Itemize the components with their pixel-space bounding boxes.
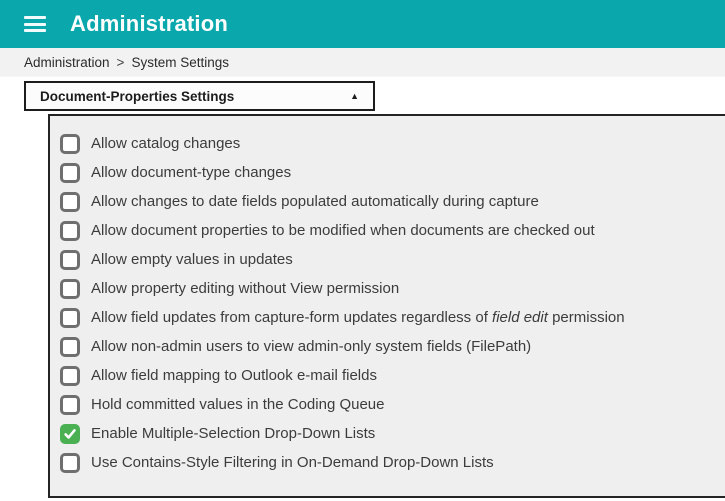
setting-label: Allow non-admin users to view admin-only system fields (FilePath) bbox=[91, 338, 532, 355]
setting-checkbox[interactable] bbox=[60, 279, 80, 299]
setting-row bbox=[50, 158, 725, 187]
setting-label: Allow document properties to be modified when documents are checked out bbox=[91, 222, 595, 239]
breadcrumb-item-administration[interactable]: Administration bbox=[24, 54, 110, 70]
setting-row bbox=[50, 187, 725, 216]
section-toggle-label: Document-Properties Settings bbox=[40, 88, 235, 104]
document-properties-settings-panel settings-list bbox=[48, 114, 725, 498]
breadcrumb-separator: > bbox=[116, 54, 125, 70]
setting-label: Allow property editing without View permission bbox=[91, 280, 400, 297]
menu-bar bbox=[24, 23, 46, 26]
setting-label: Hold committed values in the Coding Queue bbox=[91, 396, 385, 413]
setting-label: Allow empty values in updates bbox=[91, 251, 293, 268]
setting-checkbox[interactable] bbox=[60, 250, 80, 270]
setting-label: Allow catalog changes bbox=[91, 135, 241, 152]
setting-checkbox[interactable] bbox=[60, 308, 80, 328]
setting-row bbox=[50, 361, 725, 390]
setting-row bbox=[50, 390, 725, 419]
setting-label: Allow changes to date fields populated automatically during capture bbox=[91, 193, 539, 210]
page-title: Administration bbox=[70, 11, 229, 36]
setting-checkbox[interactable] bbox=[60, 134, 80, 154]
menu-icon[interactable] bbox=[24, 16, 46, 32]
main-content bbox=[0, 77, 725, 498]
breadcrumb bbox=[0, 48, 725, 77]
setting-checkbox[interactable] bbox=[60, 366, 80, 386]
setting-row bbox=[50, 245, 725, 274]
setting-label: Enable Multiple-Selection Drop-Down Lists bbox=[91, 425, 376, 442]
menu-bar bbox=[24, 16, 46, 19]
setting-row bbox=[50, 332, 725, 361]
setting-row bbox=[50, 419, 725, 448]
setting-row bbox=[50, 448, 725, 477]
caret-up-icon: ▲ bbox=[350, 90, 359, 101]
app-header bbox=[0, 0, 725, 48]
setting-checkbox[interactable] bbox=[60, 453, 80, 473]
setting-row bbox=[50, 274, 725, 303]
breadcrumb-item-system-settings: System Settings bbox=[131, 54, 229, 70]
check-icon bbox=[63, 427, 77, 441]
setting-label: Use Contains-Style Filtering in On-Demand Drop-Down Lists bbox=[91, 454, 494, 471]
setting-row bbox=[50, 303, 725, 332]
setting-checkbox[interactable] bbox=[60, 221, 80, 241]
setting-row bbox=[50, 129, 725, 158]
document-properties-settings-toggle[interactable] bbox=[24, 81, 375, 111]
setting-row bbox=[50, 216, 725, 245]
setting-label: Allow field mapping to Outlook e-mail fields bbox=[91, 367, 377, 384]
setting-checkbox[interactable] bbox=[60, 192, 80, 212]
setting-checkbox[interactable] bbox=[60, 337, 80, 357]
setting-label: Allow document-type changes bbox=[91, 164, 292, 181]
setting-label: Allow field updates from capture-form updates regardless of field edit permission bbox=[91, 309, 625, 326]
setting-checkbox[interactable] bbox=[60, 395, 80, 415]
setting-checkbox[interactable] bbox=[60, 424, 80, 444]
menu-bar bbox=[24, 29, 46, 32]
setting-checkbox[interactable] bbox=[60, 163, 80, 183]
